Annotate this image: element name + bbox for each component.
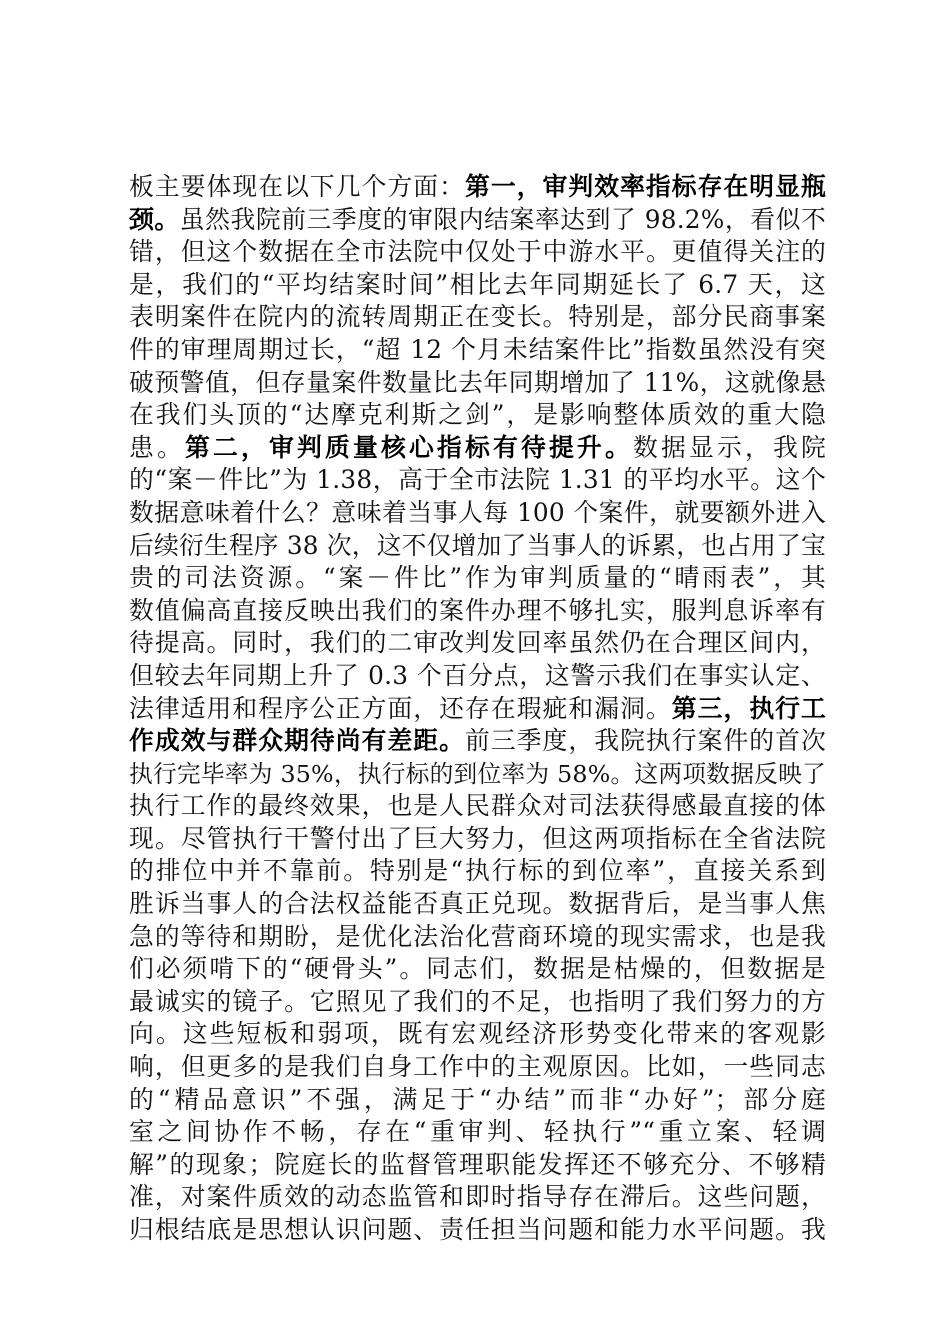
text-line bbox=[129, 1214, 826, 1247]
bold-heading-text: 第三，执行工 bbox=[671, 693, 827, 723]
text-line bbox=[129, 888, 826, 921]
body-text bbox=[129, 171, 826, 1247]
text-line bbox=[129, 1051, 826, 1084]
text-line bbox=[129, 497, 826, 530]
paragraph-text: 后续衍生程序 38 次，这不仅增加了当事人的诉累，也占用了宝 bbox=[129, 530, 826, 560]
text-line bbox=[129, 921, 826, 954]
text-line bbox=[129, 855, 826, 888]
paragraph-text: 件的审理周期过长，“超 12 个月未结案件比”指数虽然没有突 bbox=[129, 334, 826, 364]
paragraph-text: 虽然我院前三季度的审限内结案率达到了 98.2%，看似不 bbox=[179, 204, 826, 234]
text-line bbox=[129, 432, 826, 465]
paragraph-text: 待提高。同时，我们的二审改判发回率虽然仍在合理区间内， bbox=[129, 628, 826, 658]
paragraph-text: 板主要体现在以下几个方面： bbox=[129, 172, 465, 201]
text-line bbox=[129, 301, 826, 334]
text-line bbox=[129, 627, 826, 660]
paragraph-text: 的排位中并不靠前。特别是“执行标的到位率”，直接关系到 bbox=[129, 856, 826, 886]
paragraph-text: 贵的司法资源。“案－件比”作为审判质量的“晴雨表”，其 bbox=[129, 563, 826, 593]
text-line bbox=[129, 399, 826, 432]
text-line bbox=[129, 595, 826, 628]
paragraph-text: 但较去年同期上升了 0.3 个百分点，这警示我们在事实认定、 bbox=[129, 660, 826, 690]
paragraph-text: 室之间协作不畅，存在“重审判、轻执行”“重立案、轻调 bbox=[129, 1117, 826, 1147]
text-line bbox=[129, 236, 826, 269]
text-line bbox=[129, 660, 826, 693]
paragraph-text: 法律适用和程序公正方面，还存在瑕疵和漏洞。 bbox=[129, 693, 672, 723]
paragraph-text: 执行工作的最终效果，也是人民群众对司法获得感最直接的体 bbox=[129, 791, 826, 821]
text-line bbox=[129, 334, 826, 367]
paragraph-text: 数值偏高直接反映出我们的案件办理不够扎实，服判息诉率有 bbox=[129, 595, 826, 625]
paragraph-text: 表明案件在院内的流转周期正在变长。特别是，部分民商事案 bbox=[129, 302, 826, 332]
paragraph-text: 响，但更多的是我们自身工作中的主观原因。比如，一些同志 bbox=[129, 1052, 826, 1082]
paragraph-text: 们必须啃下的“硬骨头”。同志们，数据是枯燥的，但数据是 bbox=[129, 954, 826, 984]
text-line bbox=[129, 464, 826, 497]
paragraph-text: 解”的现象；院庭长的监督管理职能发挥还不够充分、不够精 bbox=[129, 1149, 826, 1179]
paragraph-text: 胜诉当事人的合法权益能否真正兑现。数据背后，是当事人焦 bbox=[129, 889, 826, 919]
text-line bbox=[129, 790, 826, 823]
paragraph-text: 执行完毕率为 35%，执行标的到位率为 58%。这两项数据反映了 bbox=[129, 759, 826, 788]
text-line bbox=[129, 1084, 826, 1117]
text-line bbox=[129, 562, 826, 595]
paragraph-text: 的“案－件比”为 1.38，高于全市法院 1.31 的平均水平。这个 bbox=[129, 465, 826, 495]
bold-heading-text: 作成效与群众期待尚有差距。 bbox=[129, 726, 465, 756]
text-line bbox=[129, 530, 826, 563]
paragraph-text: 患。 bbox=[129, 432, 185, 462]
paragraph-text: 最诚实的镜子。它照见了我们的不足，也指明了我们努力的方 bbox=[129, 986, 826, 1016]
paragraph-text: 的“精品意识”不强，满足于“办结”而非“办好”；部分庭 bbox=[129, 1084, 826, 1114]
paragraph-text: 现。尽管执行干警付出了巨大努力，但这两项指标在全省法院 bbox=[129, 823, 826, 853]
bold-heading-text: 第一，审判效率指标存在明显瓶 bbox=[465, 172, 826, 201]
text-line bbox=[129, 1018, 826, 1051]
paragraph-text: 准，对案件质效的动态监管和即时指导存在滞后。这些问题， bbox=[129, 1182, 826, 1212]
text-line bbox=[129, 725, 826, 758]
paragraph-text: 急的等待和期盼，是优化法治化营商环境的现实需求，也是我 bbox=[129, 921, 826, 951]
paragraph-text: 向。这些短板和弱项，既有宏观经济形势变化带来的客观影 bbox=[129, 1019, 826, 1049]
text-line bbox=[129, 986, 826, 1019]
paragraph-text: 前三季度，我院执行案件的首次 bbox=[465, 726, 826, 756]
paragraph-text: 数据意味着什么？意味着当事人每 100 个案件，就要额外进入 bbox=[129, 497, 826, 527]
text-line bbox=[129, 823, 826, 856]
text-line bbox=[129, 758, 826, 791]
paragraph-text: 在我们头顶的“达摩克利斯之剑”，是影响整体质效的重大隐 bbox=[129, 400, 826, 430]
text-line bbox=[129, 367, 826, 400]
text-line bbox=[129, 1181, 826, 1214]
paragraph-text: 破预警值，但存量案件数量比去年同期增加了 11%，这就像悬 bbox=[129, 367, 826, 397]
paragraph-text: 错，但这个数据在全市法院中仅处于中游水平。更值得关注的 bbox=[129, 237, 826, 267]
bold-heading-text: 颈。 bbox=[129, 204, 180, 234]
text-line bbox=[129, 171, 826, 204]
text-line bbox=[129, 204, 826, 237]
bold-heading-text: 第二，审判质量核心指标有待提升。 bbox=[185, 432, 633, 462]
paragraph-text: 数据显示，我院 bbox=[633, 432, 826, 462]
paragraph-text: 是，我们的“平均结案时间”相比去年同期延长了 6.7 天，这 bbox=[129, 269, 826, 299]
text-line bbox=[129, 953, 826, 986]
text-line bbox=[129, 693, 826, 726]
text-line bbox=[129, 1149, 826, 1182]
text-line bbox=[129, 269, 826, 302]
text-line bbox=[129, 1116, 826, 1149]
paragraph-text: 归根结底是思想认识问题、责任担当问题和能力水平问题。我 bbox=[129, 1215, 826, 1244]
